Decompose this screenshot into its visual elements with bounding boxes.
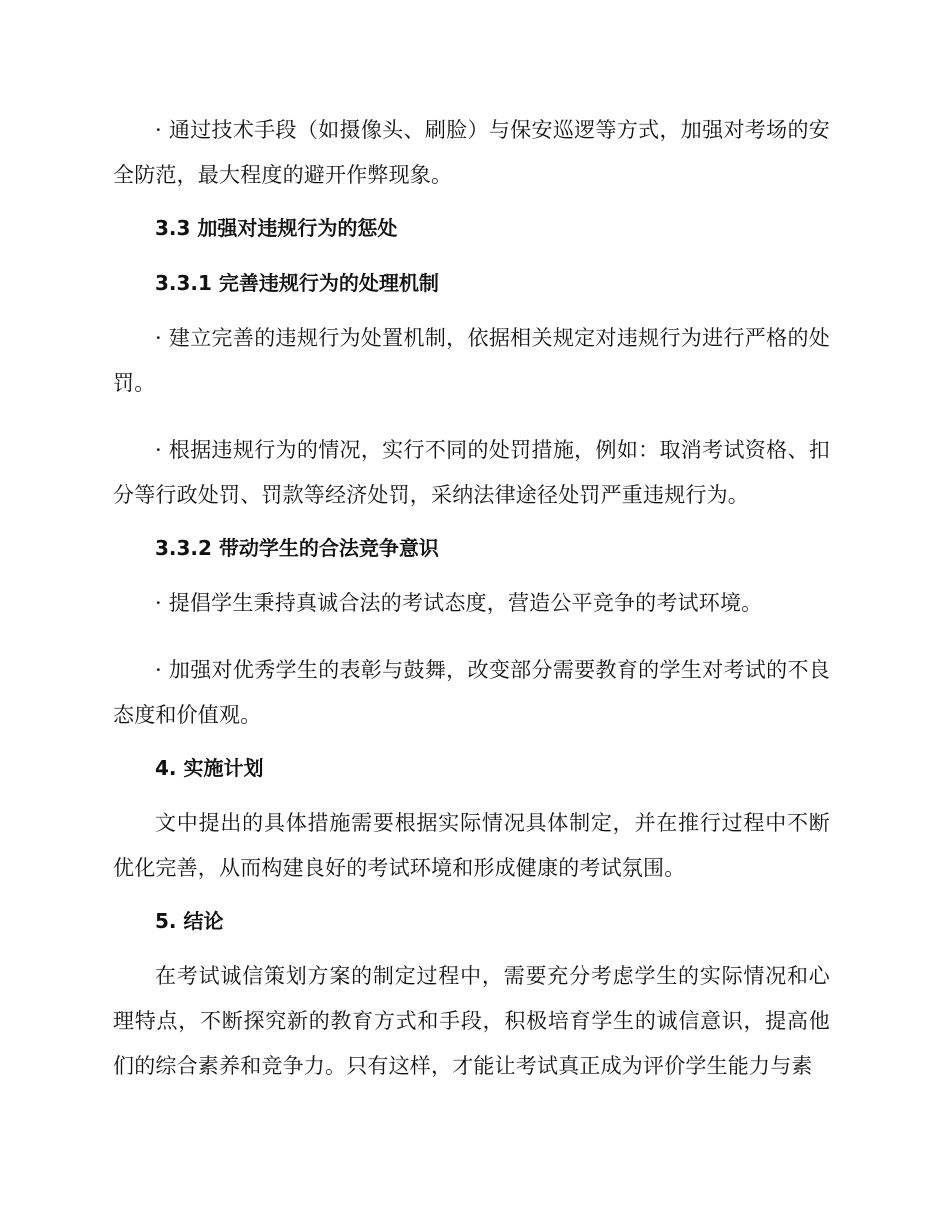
paragraph-penalty-measures: · 根据违规行为的情况，实行不同的处罚措施，例如：取消考试资格、扣分等行政处罚、罚款等经济处罚，采纳法律途径处罚严重违规行为。 (113, 438, 830, 507)
heading-5: 5. 结论 (155, 909, 224, 933)
paragraph-conclusion: 在考试诚信策划方案的制定过程中，需要充分考虑学生的实际情况和心理特点，不断探究新的教育方式和手段，积极培育学生的诚信意识，提高他们的综合素养和竞争力。只有这样，才能让考试真正成为评价学生能力与素 (113, 964, 830, 1078)
paragraph-violation-mechanism: · 建立完善的违规行为处置机制，依据相关规定对违规行为进行严格的处罚。 (113, 326, 830, 395)
paragraph-honest-attitude: · 提倡学生秉持真诚合法的考试态度，营造公平竞争的考试环境。 (155, 591, 763, 615)
heading-4: 4. 实施计划 (155, 756, 264, 780)
heading-3-3: 3.3 加强对违规行为的惩处 (155, 216, 398, 240)
heading-3-3-1: 3.3.1 完善违规行为的处理机制 (155, 271, 439, 295)
paragraph-commendation: · 加强对优秀学生的表彰与鼓舞，改变部分需要教育的学生对考试的不良态度和价值观。 (113, 658, 830, 727)
paragraph-security: · 通过技术手段（如摄像头、刷脸）与保安巡逻等方式，加强对考场的安全防范，最大程度的避开作弊现象。 (113, 118, 830, 187)
heading-3-3-2: 3.3.2 带动学生的合法竞争意识 (155, 536, 439, 560)
paragraph-implementation: 文中提出的具体措施需要根据实际情况具体制定，并在推行过程中不断优化完善，从而构建良好的考试环境和形成健康的考试氛围。 (113, 811, 830, 880)
